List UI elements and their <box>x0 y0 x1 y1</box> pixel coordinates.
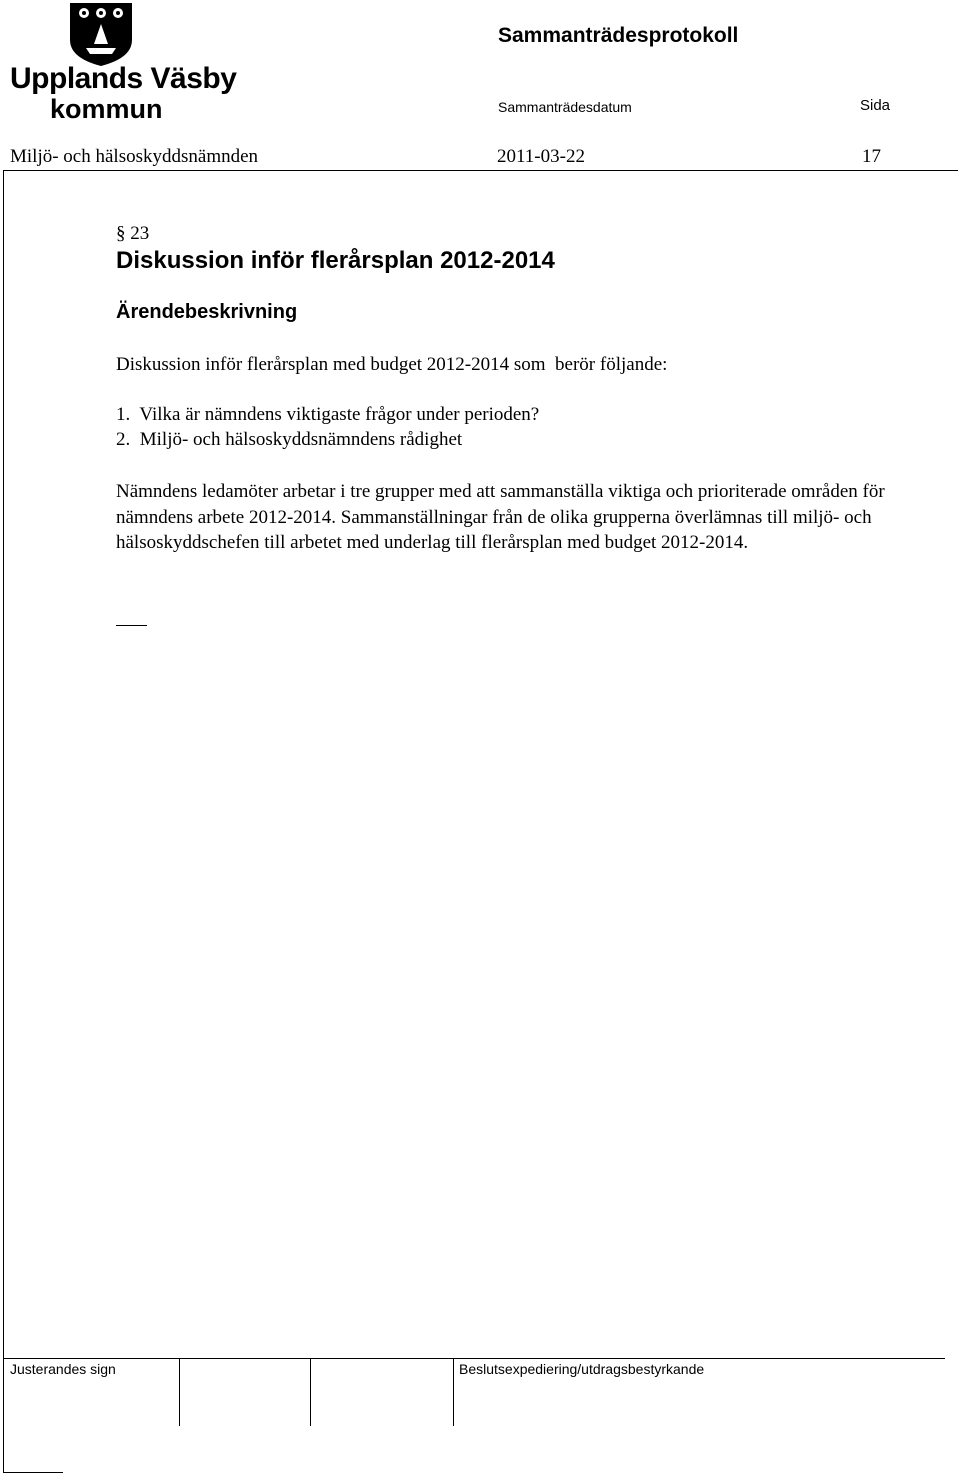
frame-bottom <box>3 1472 63 1473</box>
org-name-line1: Upplands Väsby <box>10 62 237 95</box>
paragraph-reference: § 23 <box>116 223 150 244</box>
page-number: 17 <box>862 146 881 167</box>
document-type: Sammanträdesprotokoll <box>498 24 739 47</box>
committee-name: Miljö- och hälsoskyddsnämnden <box>10 146 259 167</box>
end-of-item-rule <box>116 625 147 626</box>
footer-rule <box>3 1358 945 1359</box>
item-title: Diskussion inför flerårsplan 2012-2014 <box>116 247 555 274</box>
intro-text: Diskussion inför flerårsplan med budget 2012-2014 som berör följande: <box>116 354 668 375</box>
meeting-date: 2011-03-22 <box>497 146 585 167</box>
meeting-date-label: Sammanträdesdatum <box>498 99 632 115</box>
org-name-line2: kommun <box>50 94 163 124</box>
footer-divider-3 <box>453 1358 454 1426</box>
list-item: 2. Miljö- och hälsoskyddsnämndens rådighet <box>116 429 463 450</box>
frame-left <box>3 170 4 1473</box>
dispatch-label: Beslutsexpediering/utdragsbestyrkande <box>459 1361 705 1377</box>
footer-divider-1 <box>179 1358 180 1426</box>
footer-divider-2 <box>310 1358 311 1426</box>
body-paragraph: Nämndens ledamöter arbetar i tre grupper med att sammanställa viktiga och prioriterade områden för nämndens arbete 2012-2014. Sammanställningar från de olika grupperna överlämnas till miljö- och hälsoskyddschefen till arbetet med underlag till flerårsplan med budget 2012-2014. <box>116 481 885 553</box>
signature-label: Justerandes sign <box>10 1361 116 1377</box>
page-label: Sida <box>860 97 891 114</box>
section-heading: Ärendebeskrivning <box>116 301 298 323</box>
header-rule <box>3 170 958 171</box>
list-item: 1. Vilka är nämndens viktigaste frågor under perioden? <box>116 404 540 425</box>
